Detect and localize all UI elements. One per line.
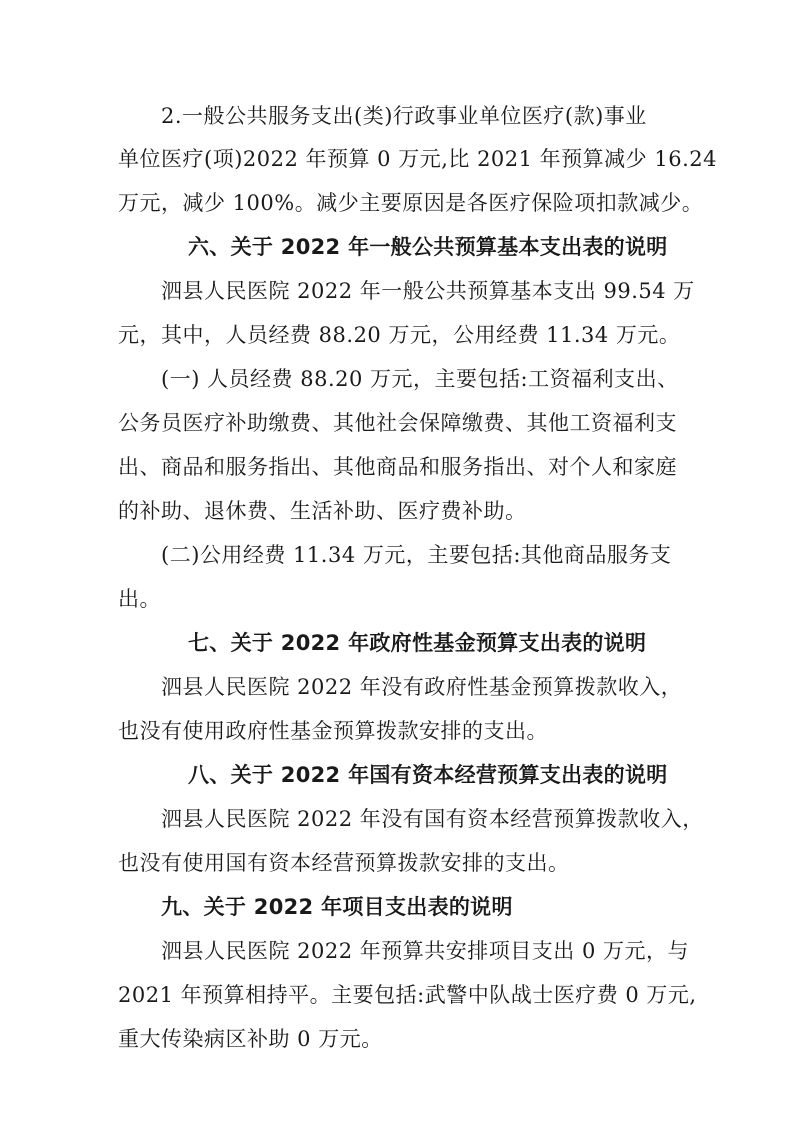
section-heading-7: 七、关于 2022 年政府性基金预算支出表的说明 [188, 631, 647, 655]
paragraph-line: 也没有使用政府性基金预算拨款安排的支出。 [118, 719, 548, 743]
paragraph-line: (二)公用经费 11.34 万元，主要包括:其他商品服务支 [161, 543, 672, 567]
paragraph-line: 单位医疗(项)2022 年预算 0 万元,比 2021 年预算减少 16.24 [118, 147, 717, 171]
paragraph-line: 重大传染病区补助 0 万元。 [118, 1027, 383, 1051]
paragraph-line: 泗县人民医院 2022 年没有国有资本经营预算拨款收入， [161, 807, 704, 831]
paragraph-line: 泗县人民医院 2022 年预算共安排项目支出 0 万元，与 [161, 939, 690, 963]
paragraph-line: 出。 [118, 587, 161, 611]
paragraph-line: 公务员医疗补助缴费、其他社会保障缴费、其他工资福利支 [118, 411, 677, 435]
paragraph-line: (一) 人员经费 88.20 万元，主要包括:工资福利支出、 [161, 367, 679, 391]
section-heading-9: 九、关于 2022 年项目支出表的说明 [161, 895, 513, 919]
paragraph-line: 万元，减少 100%。减少主要原因是各医疗保险项扣款减少。 [118, 191, 704, 215]
paragraph-line: 的补助、退休费、生活补助、医疗费补助。 [118, 499, 527, 523]
paragraph-line: 2021 年预算相持平。主要包括:武警中队战士医疗费 0 万元, [118, 983, 697, 1007]
paragraph-line: 元，其中，人员经费 88.20 万元，公用经费 11.34 万元。 [118, 323, 681, 347]
paragraph-line: 2.一般公共服务支出(类)行政事业单位医疗(款)事业 [161, 104, 647, 128]
paragraph-line: 出、商品和服务指出、其他商品和服务指出、对个人和家庭 [118, 455, 677, 479]
section-heading-8: 八、关于 2022 年国有资本经营预算支出表的说明 [188, 763, 668, 787]
paragraph-line: 泗县人民医院 2022 年一般公共预算基本支出 99.54 万 [161, 279, 695, 303]
section-heading-6: 六、关于 2022 年一般公共预算基本支出表的说明 [188, 235, 668, 259]
paragraph-line: 泗县人民医院 2022 年没有政府性基金预算拨款收入， [161, 675, 683, 699]
paragraph-line: 也没有使用国有资本经营预算拨款安排的支出。 [118, 851, 570, 875]
